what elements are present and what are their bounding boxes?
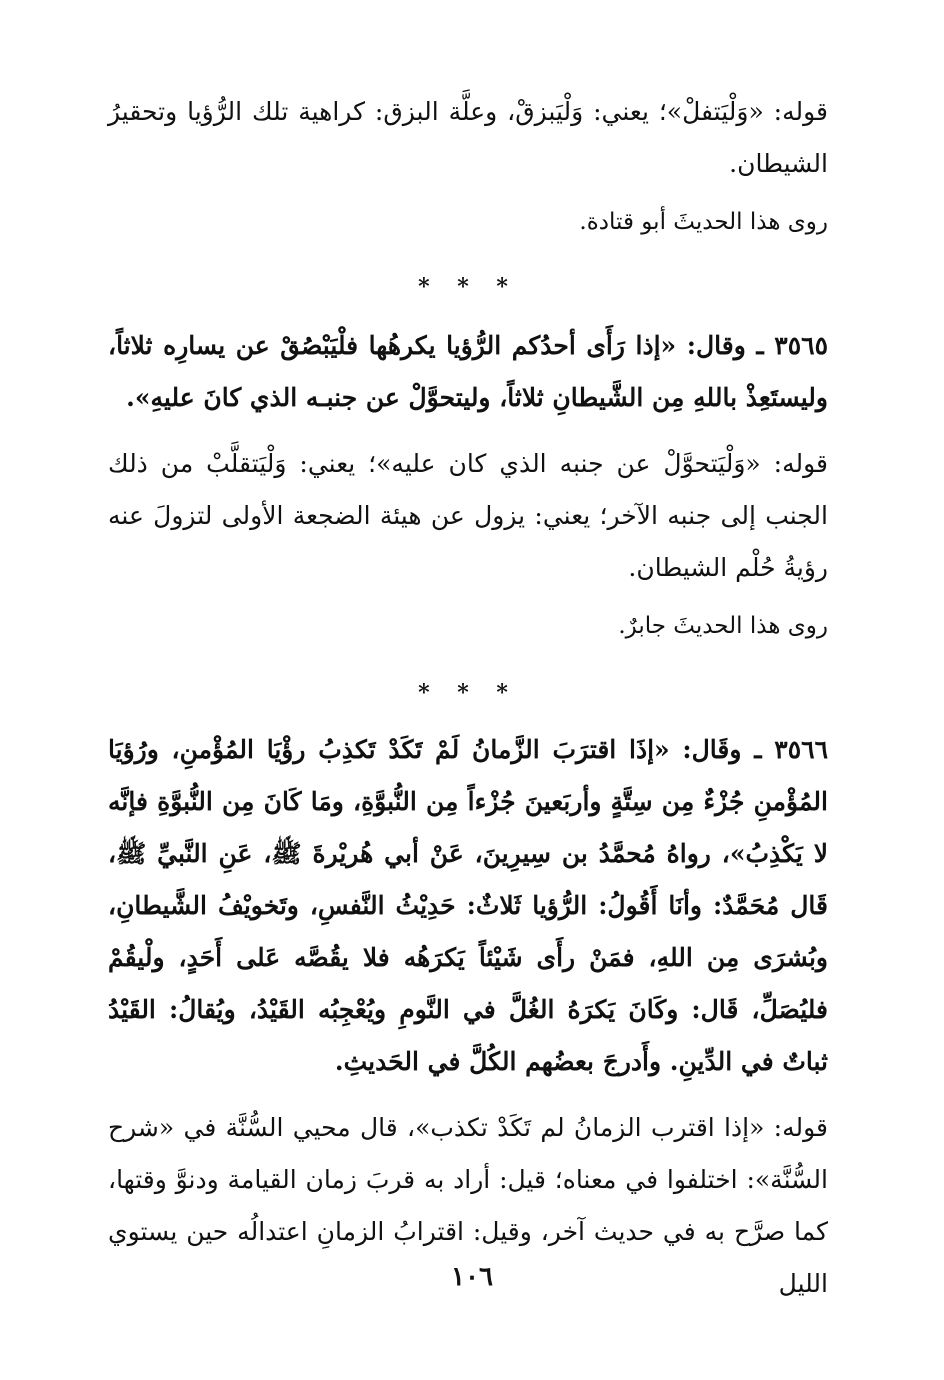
narrator-note-2: روى هذا الحديثَ جابرٌ. [618,613,828,639]
commentary-paragraph-1: قوله: «وَلْيَتفلْ»؛ يعني: وَلْيَبزقْ، وعلَّة البزق: كراهية تلك الرُّؤيا وتحقيرُ الشيطان. [108,97,828,178]
narrator-note-1: روى هذا الحديثَ أبو قتادة. [579,209,828,235]
page-number: ١٠٦ [451,1262,493,1292]
page-body [108,80,828,1340]
hadith-3565: ٣٥٦٥ ـ وقال: «إذا رَأَى أحدُكم الرُّؤيا يكرهُها فلْيَبْصُقْ عن يسارِه ثلاثاً، وليستَعِذْ باللهِ مِن الشَّيطانِ ثلاثاً، وليتحوَّلْ عن جنبـه الذي كانَ عليهِ». [108,331,828,412]
hadith-3566: ٣٥٦٦ ـ وقَال: «إذَا اقترَبَ الزَّمانُ لَمْ تَكَدْ تَكذِبُ رؤْيَا المُؤْمنِ، ورُؤيَا المُؤْمنِ جُزْءٌ مِن سِتَّةٍ وأربَعينَ جُزْءاً مِن النُّبوَّةِ، ومَا كَانَ مِن النُّبوَّةِ فإنَّه لا يَكْذِبُ»، رواهُ مُحمَّدُ بن سِيرِينَ، عَنْ أبي هُريْرةَ ﷺ، عَنِ النَّبيِّ ﷺ، قَال مُحَمَّدٌ: وأنَا أَقُولُ: الرُّؤيا ثَلاثٌ: حَدِيْثُ النَّفسِ، وتَخويْفُ الشَّيطانِ، وبُشرَى مِن اللهِ، فمَنْ رأَى شَيْئاً يَكرَهُه فلا يقُصَّه عَلى أَحَدٍ، ولْيقُمْ فليُصَلِّ، قَال: وكَانَ يَكرَهُ الغُلَّ في النَّومِ ويُعْجِبُه القَيْدُ، ويُقالُ: القَيْدُ ثباتٌ في الدِّينِ. وأَدرجَ بعضُهم الكُلَّ في الحَديثِ. [108,735,828,1076]
commentary-paragraph-2: قوله: «وَلْيَتحوَّلْ عن جنبه الذي كان عليه»؛ يعني: وَلْيَتقلَّبْ من ذلك الجنب إلى جنبه الآخر؛ يعني: يزول عن هيئة الضجعة الأولى لتزولَ عنه رؤيةُ حُلْم الشيطان. [108,449,828,582]
commentary-paragraph-3: قوله: «إذا اقترب الزمانُ لم تَكَدْ تكذب»، قال محيي السُّنَّة في «شرح السُّنَّة»: اختلفوا في معناه؛ قيل: أراد به قربَ زمان القيامة ودنوَّ وقتها، كما صرَّح به في حديث آخر، وقيل: اقترابُ الزمانِ اعتدالُه حين يستوي الليل [108,1113,828,1298]
section-separator-1: * * * [418,274,518,300]
section-separator-2: * * * [418,680,518,706]
